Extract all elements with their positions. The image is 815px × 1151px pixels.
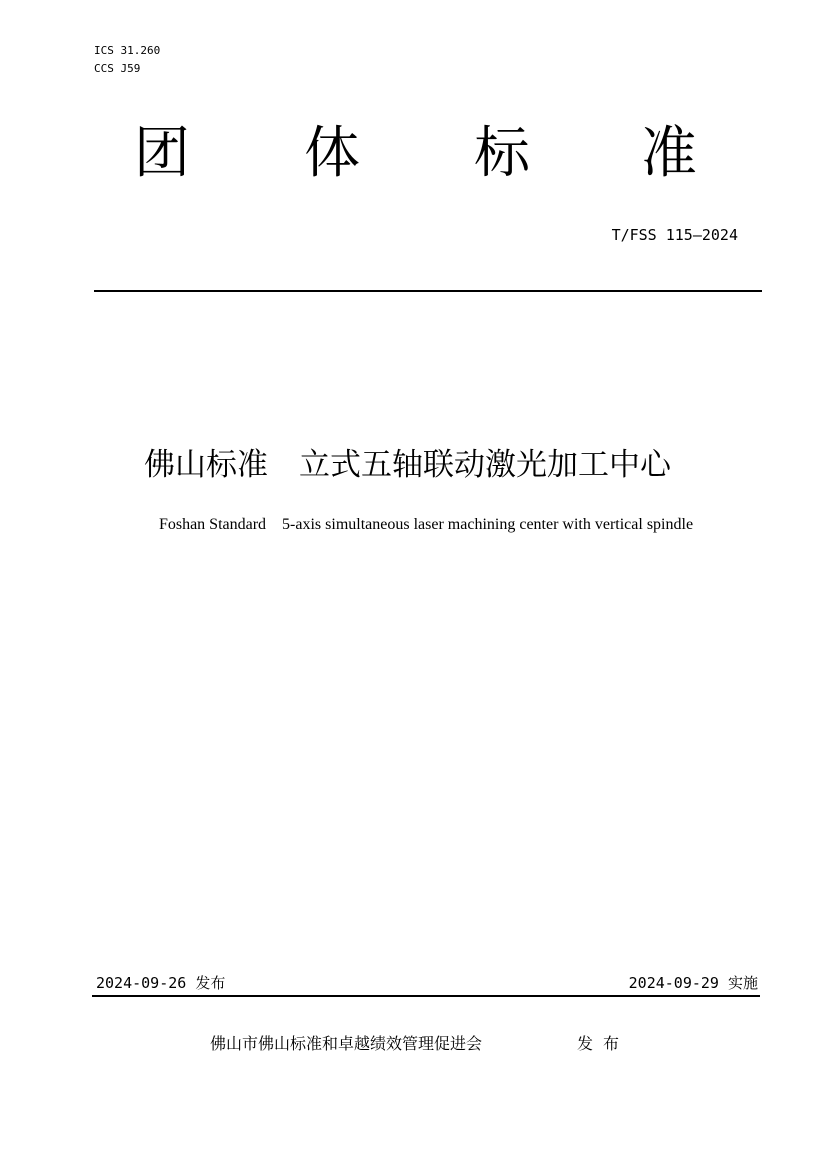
publisher-organization: 佛山市佛山标准和卓越绩效管理促进会 (210, 1034, 483, 1053)
bottom-divider (92, 995, 760, 997)
publisher-action: 发布 (577, 1034, 630, 1053)
standard-type-char: 标 (474, 121, 530, 186)
standard-number: T/FSS 115—2024 (611, 226, 738, 244)
standard-type-char: 团 (134, 121, 190, 186)
standard-type-heading (94, 118, 762, 190)
standard-type-char: 体 (304, 121, 360, 186)
release-date: 2024-09-26 发布 (96, 974, 226, 992)
ics-code: ICS 31.260 (94, 44, 161, 57)
top-divider (94, 290, 762, 292)
english-title: Foshan Standard 5-axis simultaneous laser machining center with vertical spindle (158, 516, 694, 533)
implementation-date: 2024-09-29 实施 (628, 974, 758, 992)
ccs-code: CCS J59 (94, 62, 141, 75)
standard-type-char: 准 (641, 121, 697, 186)
classification-codes (94, 42, 160, 78)
chinese-title: 佛山标准 立式五轴联动激光加工中心 (144, 447, 671, 483)
